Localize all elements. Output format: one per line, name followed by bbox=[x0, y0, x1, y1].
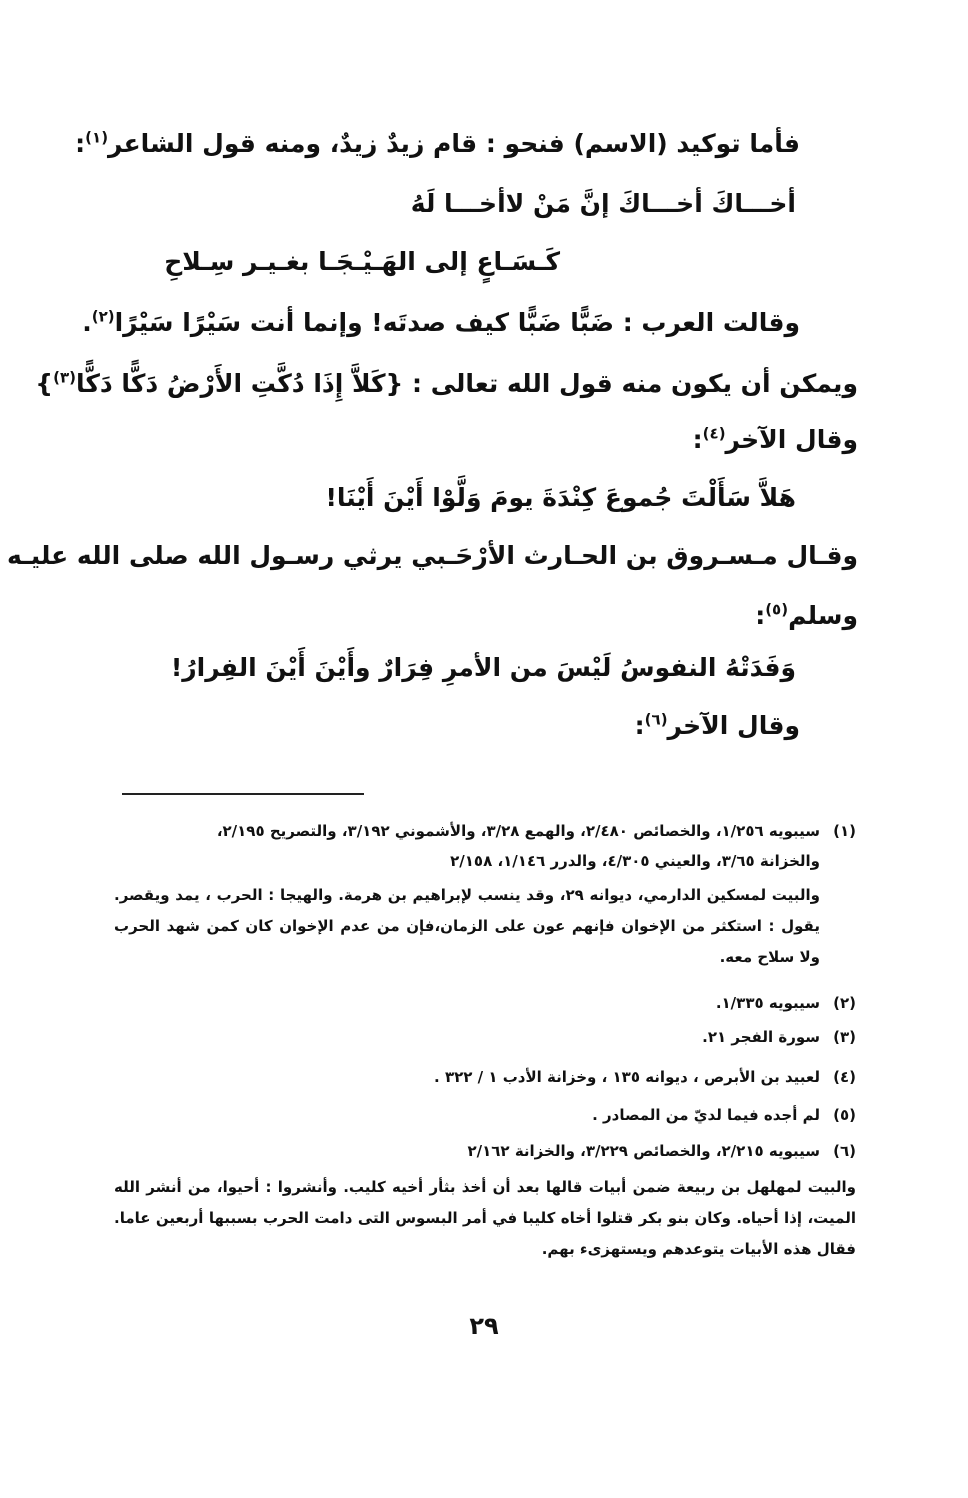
body-line-1-end: : bbox=[75, 129, 86, 158]
body-line-5: وقـال مـسـروق بن الحـارث الأرْحَـبي يرثي رسـول الله صلى الله عليـه bbox=[7, 541, 858, 570]
footnote-1-line-2: والخزانة ٣/٦٥، والعيني ٤/٣٠٥، والدرر ١/١٤٦، ٢/١٥٨ bbox=[450, 852, 820, 870]
body-line-6-end: : bbox=[755, 601, 766, 630]
footnote-5-number: (٥) bbox=[833, 1106, 856, 1124]
body-line-2 bbox=[82, 303, 800, 343]
footnote-6-number: (٦) bbox=[833, 1142, 856, 1160]
footnote-ref-3: (٣) bbox=[53, 368, 76, 387]
footnote-3-text: سورة الفجر ٢١. bbox=[702, 1028, 820, 1046]
footnote-1-line-1: سيبويه ١/٢٥٦، والخصائص ٢/٤٨٠، والهمع ٣/٢٨، والأشموني ٣/١٩٢، والتصريح ٢/١٩٥، bbox=[216, 822, 820, 840]
verse-1: أخـــاكَ أخـــاكَ إنَّ مَنْ لاأخـــا لَهُ bbox=[410, 189, 796, 218]
footnote-3-number: (٣) bbox=[833, 1028, 856, 1046]
footnote-4-number: (٤) bbox=[833, 1068, 856, 1086]
footnote-ref-6: (٦) bbox=[644, 710, 668, 729]
footnote-ref-1: (١) bbox=[85, 128, 109, 147]
footnote-2-text: سيبويه ١/٣٣٥. bbox=[715, 994, 820, 1012]
footnote-ref-4: (٤) bbox=[702, 424, 726, 443]
body-line-1-text: فأما توكيد (الاسم) فنحو : قام زيدٌ زيدٌ، ومنه قول الشاعر bbox=[108, 129, 800, 158]
body-line-3 bbox=[35, 364, 858, 404]
footnote-1-commentary: والبيت لمسكين الدارمي، ديوانه ٢٩، وقد ينسب لإبراهيم بن هرمة. والهيجا : الحرب ، يمد ويقصر. يقول : استكثر من الإخوان فإنهم عون على الزمان،فإن من عدم الإخوان كان كمن شهد الحرب ولا سلاح معه. bbox=[114, 886, 820, 966]
body-line-3-end: } bbox=[35, 369, 54, 398]
body-line-4-end: : bbox=[692, 425, 703, 454]
footnote-4-text: لعبيد بن الأبرص ، ديوانه ١٣٥ ، وخزانة الأدب ١ / ٣٢٢ . bbox=[434, 1068, 820, 1086]
footnote-1-number: (١) bbox=[833, 822, 856, 840]
footnote-ref-2: (٢) bbox=[91, 307, 115, 326]
body-line-1 bbox=[75, 124, 800, 164]
body-line-7-text: وقال الآخر bbox=[667, 711, 800, 740]
body-line-6 bbox=[755, 596, 858, 636]
verse-3: هَلاَّ سَأَلْتَ جُموعَ كِنْدَةَ يومَ وَلَّوْا أَيْنَ أَيْنَا! bbox=[325, 483, 796, 512]
footnote-6-text: سيبويه ٢/٢١٥، والخصائص ٣/٢٢٩، والخزانة ٢/١٦٢ bbox=[467, 1142, 820, 1160]
verse-2: كَـسَـاعٍ إلى الهَـيْـجَـا بغـيـر سِـلاحِ bbox=[164, 247, 560, 276]
body-line-2-end: . bbox=[82, 308, 92, 337]
footnote-2-number: (٢) bbox=[833, 994, 856, 1012]
footnote-separator bbox=[122, 793, 364, 795]
body-line-7 bbox=[635, 706, 800, 746]
page-number: ٢٩ bbox=[469, 1312, 499, 1340]
body-line-4 bbox=[693, 420, 858, 460]
verse-4: وَفَدَتْهُ النفوسُ لَيْسَ من الأمرِ فِرَارٌ وأَيْنَ أَيْنَ الفِرارُ! bbox=[170, 653, 796, 682]
footnote-ref-5: (٥) bbox=[765, 600, 789, 619]
body-line-7-end: : bbox=[634, 711, 645, 740]
footnote-6-commentary: والبيت لمهلهل بن ربيعة ضمن أبيات قالها بعد أن أخذ بثأر أخيه كليب. وأنشروا : أحيوا، من أنشر الله الميت، إذا أحياه. وكان بنو بكر قتلوا أخاه كليبا في أمر البسوس التى دامت الحرب بسببها أربعين عاما. فقال هذه الأبيات يتوعدهم ويستهزىء بهم. bbox=[114, 1178, 856, 1258]
footnote-5-text: لم أجده فيما لديّ من المصادر . bbox=[592, 1106, 820, 1124]
body-line-2-text: وقالت العرب : ضَبًّا ضَبًّا كيف صدتَه! وإنما أنت سَيْرًا سَيْرًا bbox=[114, 308, 800, 337]
body-line-6-text: وسلم bbox=[788, 601, 858, 630]
body-line-3-text: ويمكن أن يكون منه قول الله تعالى : {كَلاَّ إِذَا دُكَّتِ الأَرْضُ دَكًّا دَكًّا bbox=[75, 369, 858, 398]
body-line-4-text: وقال الآخر bbox=[725, 425, 858, 454]
